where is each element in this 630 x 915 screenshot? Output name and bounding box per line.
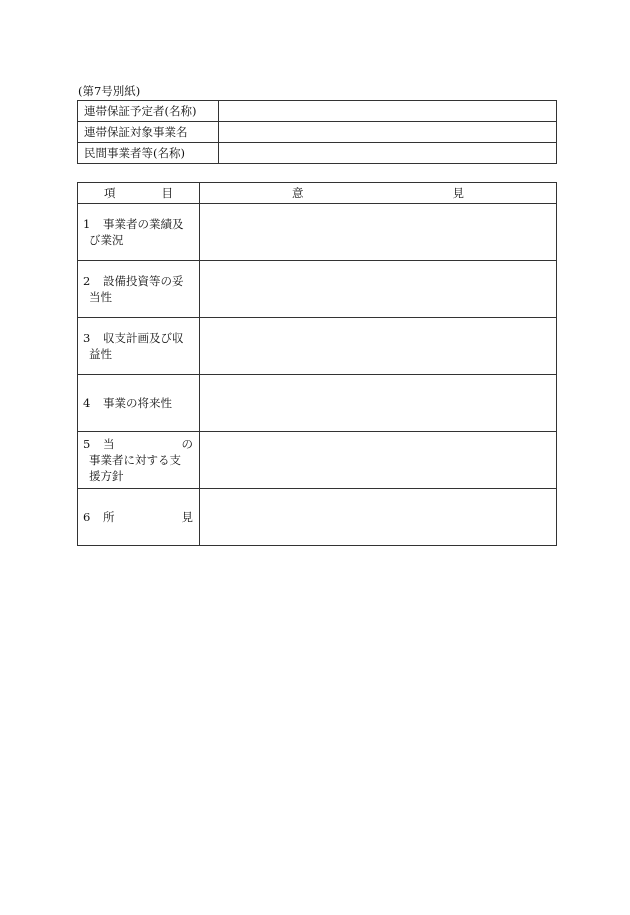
header-item-char-2: 目 xyxy=(161,186,173,200)
item-text: 所 xyxy=(103,510,115,524)
item-text-end: 見 xyxy=(181,510,193,524)
item-number: 1 xyxy=(83,217,91,231)
item-cell-1 xyxy=(78,204,200,261)
item-cell-6 xyxy=(78,489,200,546)
item-text-end: の xyxy=(181,437,193,451)
label-project: 連帯保証対象事業名 xyxy=(78,122,219,143)
item-text: 設備投資等の妥 xyxy=(103,274,184,288)
header-item xyxy=(78,183,200,204)
table-row xyxy=(78,261,557,318)
item-text: 収支計画及び収 xyxy=(103,331,184,345)
table-row xyxy=(78,318,557,375)
table-row xyxy=(78,375,557,432)
item-text: 事業者の業績及 xyxy=(103,217,184,231)
table-row xyxy=(78,432,557,489)
opinion-cell-3 xyxy=(200,318,557,375)
item-cell-2 xyxy=(78,261,200,318)
label-guarantor: 連帯保証予定者(名称) xyxy=(78,101,219,122)
header-row-operator xyxy=(78,143,557,164)
header-row-guarantor xyxy=(78,101,557,122)
item-cell-5 xyxy=(78,432,200,489)
header-item-char-1: 項 xyxy=(104,186,116,200)
assessment-table xyxy=(77,182,557,546)
item-number: 2 xyxy=(83,274,91,288)
table-header-row xyxy=(78,183,557,204)
item-cell-4 xyxy=(78,375,200,432)
opinion-cell-5 xyxy=(200,432,557,489)
item-text: 事業の将来性 xyxy=(103,396,172,410)
item-text-cont: 当性 xyxy=(89,290,112,304)
item-number: 5 xyxy=(83,437,91,451)
item-text-cont: 益性 xyxy=(89,347,112,361)
header-info-table xyxy=(77,100,557,164)
item-text-cont: び業況 xyxy=(89,233,124,247)
table-row xyxy=(78,204,557,261)
header-opinion-char-1: 意 xyxy=(292,186,304,200)
value-operator xyxy=(219,143,557,164)
label-operator: 民間事業者等(名称) xyxy=(78,143,219,164)
header-opinion xyxy=(200,183,557,204)
item-text-cont: 事業者に対する支 xyxy=(89,453,181,467)
table-row xyxy=(78,489,557,546)
value-guarantor xyxy=(219,101,557,122)
item-cell-3 xyxy=(78,318,200,375)
item-text-cont-2: 援方針 xyxy=(89,469,124,483)
item-text: 当 xyxy=(103,437,115,451)
value-project xyxy=(219,122,557,143)
item-number: 3 xyxy=(83,331,91,345)
opinion-cell-4 xyxy=(200,375,557,432)
opinion-cell-2 xyxy=(200,261,557,318)
opinion-cell-1 xyxy=(200,204,557,261)
item-number: 4 xyxy=(83,396,91,410)
header-row-project xyxy=(78,122,557,143)
opinion-cell-6 xyxy=(200,489,557,546)
item-number: 6 xyxy=(83,510,91,524)
header-opinion-char-2: 見 xyxy=(452,186,464,200)
form-number-note: (第7号別紙) xyxy=(78,84,141,98)
